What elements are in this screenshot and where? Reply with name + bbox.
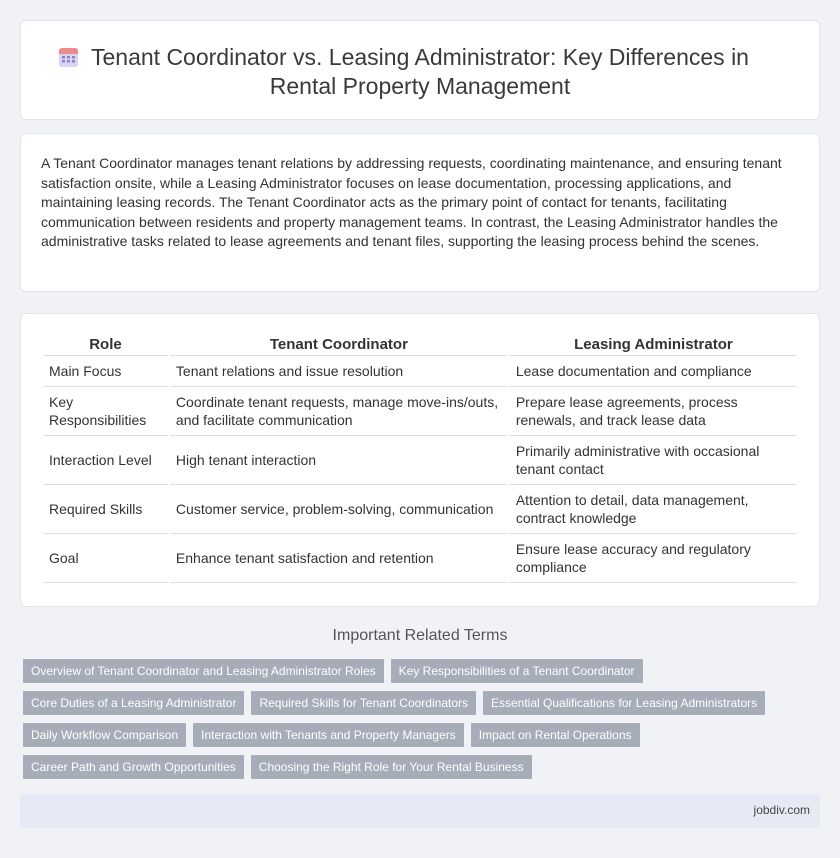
header-card (20, 20, 820, 120)
row-label: Key Responsibilities (43, 387, 168, 436)
footer-site-link[interactable]: jobdiv.com (753, 803, 810, 817)
table-row (43, 436, 797, 485)
leasing-administrator-cell: Ensure lease accuracy and regulatory compliance (510, 534, 797, 583)
related-term-tag[interactable]: Core Duties of a Leasing Administrator (23, 691, 244, 715)
row-label: Interaction Level (43, 436, 168, 485)
footer (20, 794, 820, 828)
tenant-coordinator-cell: High tenant interaction (170, 436, 508, 485)
tenant-coordinator-cell: Coordinate tenant requests, manage move-ins/outs, and facilitate communication (170, 387, 508, 436)
row-label: Main Focus (43, 356, 168, 387)
row-label: Required Skills (43, 485, 168, 534)
related-term-tag[interactable]: Key Responsibilities of a Tenant Coordinator (391, 659, 643, 683)
table-row (43, 356, 797, 387)
related-term-tag[interactable]: Essential Qualifications for Leasing Administrators (483, 691, 765, 715)
related-term-tag[interactable]: Impact on Rental Operations (471, 723, 640, 747)
row-label: Goal (43, 534, 168, 583)
table-row (43, 534, 797, 583)
related-terms-title: Important Related Terms (332, 627, 508, 644)
leasing-administrator-cell: Lease documentation and compliance (510, 356, 797, 387)
related-term-tag[interactable]: Career Path and Growth Opportunities (23, 755, 244, 779)
related-terms-list (23, 659, 823, 787)
leasing-administrator-cell: Attention to detail, data management, contract knowledge (510, 485, 797, 534)
leasing-administrator-cell: Primarily administrative with occasional tenant contact (510, 436, 797, 485)
table-row (43, 387, 797, 436)
intro-card (20, 133, 820, 292)
related-term-tag[interactable]: Choosing the Right Role for Your Rental Business (251, 755, 532, 779)
table-header-row (43, 334, 797, 356)
related-term-tag[interactable]: Overview of Tenant Coordinator and Leasing Administrator Roles (23, 659, 384, 683)
tenant-coordinator-cell: Tenant relations and issue resolution (170, 356, 508, 387)
related-term-tag[interactable]: Daily Workflow Comparison (23, 723, 186, 747)
header-leasing-administrator: Leasing Administrator (510, 334, 797, 356)
header-role: Role (43, 334, 168, 356)
related-term-tag[interactable]: Required Skills for Tenant Coordinators (251, 691, 476, 715)
intro-paragraph: A Tenant Coordinator manages tenant relations by addressing requests, coordinating maintenance, and ensuring tenant satisfaction onsite, while a Leasing Administrator focuses on lease documentation, processing applications, and maintaining leasing records. The Tenant Coordinator acts as the primary point of contact for tenants, facilitating communication between residents and property management teams. In contrast, the Leasing Administrator handles the administrative tasks related to lease agreements and tenant files, supporting the leasing process behind the scenes. (41, 155, 782, 250)
comparison-card (20, 313, 820, 607)
comparison-table (41, 334, 799, 583)
related-term-tag[interactable]: Interaction with Tenants and Property Managers (193, 723, 464, 747)
table-row (43, 485, 797, 534)
page-title: Tenant Coordinator vs. Leasing Administrator: Key Differences in Rental Property Management (91, 44, 749, 99)
header-tenant-coordinator: Tenant Coordinator (170, 334, 508, 356)
leasing-administrator-cell: Prepare lease agreements, process renewals, and track lease data (510, 387, 797, 436)
tenant-coordinator-cell: Customer service, problem-solving, communication (170, 485, 508, 534)
tenant-coordinator-cell: Enhance tenant satisfaction and retention (170, 534, 508, 583)
